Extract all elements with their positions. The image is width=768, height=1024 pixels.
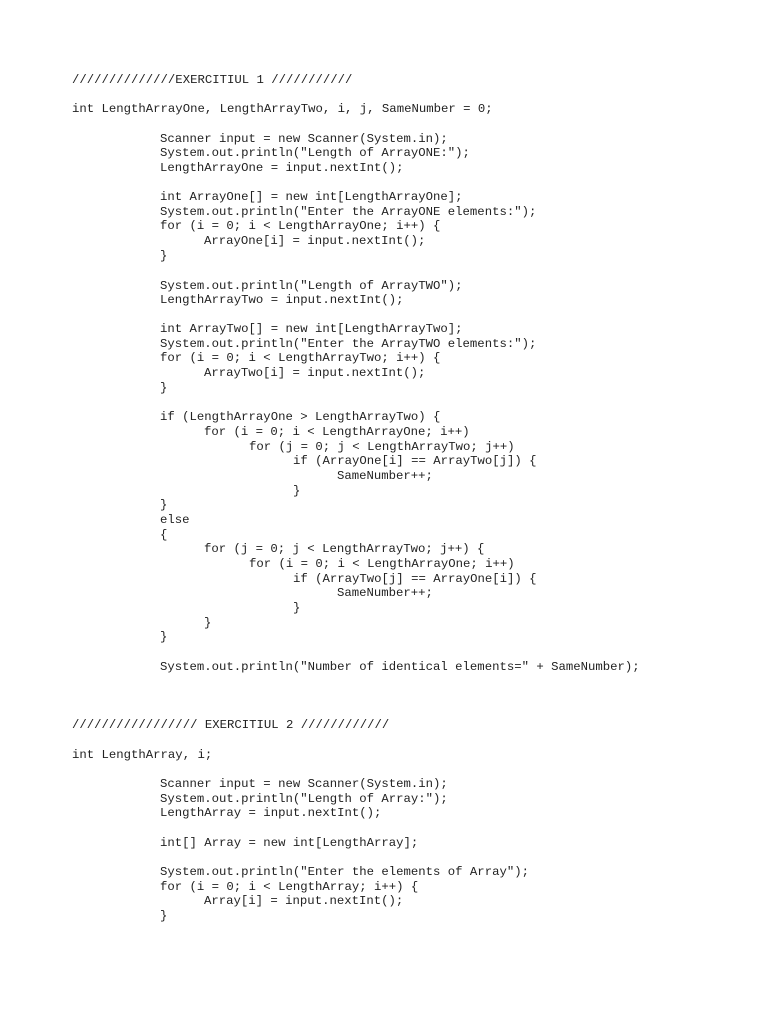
code-line: } xyxy=(160,249,168,263)
code-line: ArrayOne[i] = input.nextInt(); xyxy=(204,234,426,248)
code-line: System.out.println("Length of ArrayONE:"); xyxy=(160,146,470,160)
code-line: Array[i] = input.nextInt(); xyxy=(204,894,404,908)
code-line: } xyxy=(293,484,301,498)
code-line: if (ArrayTwo[j] == ArrayOne[i]) { xyxy=(293,572,537,586)
code-line: for (i = 0; i < LengthArrayOne; i++) { xyxy=(160,219,441,233)
code-line: for (i = 0; i < LengthArrayTwo; i++) { xyxy=(160,351,441,365)
code-line: LengthArray = input.nextInt(); xyxy=(160,806,382,820)
code-line: for (i = 0; i < LengthArrayOne; i++) xyxy=(204,425,470,439)
code-line: System.out.println("Length of ArrayTWO"); xyxy=(160,279,463,293)
code-line: System.out.println("Length of Array:"); xyxy=(160,792,448,806)
code-line: if (LengthArrayOne > LengthArrayTwo) { xyxy=(160,410,441,424)
exercise-2-declaration: int LengthArray, i; xyxy=(72,748,213,762)
code-line: System.out.println("Number of identical elements=" + SameNumber); xyxy=(160,660,640,674)
exercise-2-heading: ///////////////// EXERCITIUL 2 //////////// xyxy=(72,718,390,732)
code-line: LengthArrayOne = input.nextInt(); xyxy=(160,161,404,175)
code-line: LengthArrayTwo = input.nextInt(); xyxy=(160,293,404,307)
code-line: System.out.println("Enter the ArrayONE elements:"); xyxy=(160,205,537,219)
code-line: Scanner input = new Scanner(System.in); xyxy=(160,132,448,146)
code-line: System.out.println("Enter the elements of Array"); xyxy=(160,865,529,879)
exercise-1-declaration: int LengthArrayOne, LengthArrayTwo, i, j, SameNumber = 0; xyxy=(72,102,493,116)
code-line: for (j = 0; j < LengthArrayTwo; j++) { xyxy=(204,542,485,556)
code-line: int ArrayTwo[] = new int[LengthArrayTwo]; xyxy=(160,322,463,336)
code-line: } xyxy=(204,616,212,630)
code-line: System.out.println("Enter the ArrayTWO elements:"); xyxy=(160,337,537,351)
exercise-1-heading: //////////////EXERCITIUL 1 /////////// xyxy=(72,73,353,87)
code-line: SameNumber++; xyxy=(337,469,433,483)
code-line: for (i = 0; i < LengthArray; i++) { xyxy=(160,880,419,894)
code-line: } xyxy=(160,498,168,512)
code-line: } xyxy=(293,601,301,615)
code-line: } xyxy=(160,909,168,923)
code-line: { xyxy=(160,528,168,542)
code-line: if (ArrayOne[i] == ArrayTwo[j]) { xyxy=(293,454,537,468)
code-line: } xyxy=(160,630,168,644)
code-line: for (j = 0; j < LengthArrayTwo; j++) xyxy=(249,440,515,454)
code-line: } xyxy=(160,381,168,395)
code-line: for (i = 0; i < LengthArrayOne; i++) xyxy=(249,557,515,571)
code-line: int[] Array = new int[LengthArray]; xyxy=(160,836,419,850)
code-line: Scanner input = new Scanner(System.in); xyxy=(160,777,448,791)
code-line: SameNumber++; xyxy=(337,586,433,600)
code-line: ArrayTwo[i] = input.nextInt(); xyxy=(204,366,426,380)
code-line: else xyxy=(160,513,190,527)
code-line: int ArrayOne[] = new int[LengthArrayOne]; xyxy=(160,190,463,204)
